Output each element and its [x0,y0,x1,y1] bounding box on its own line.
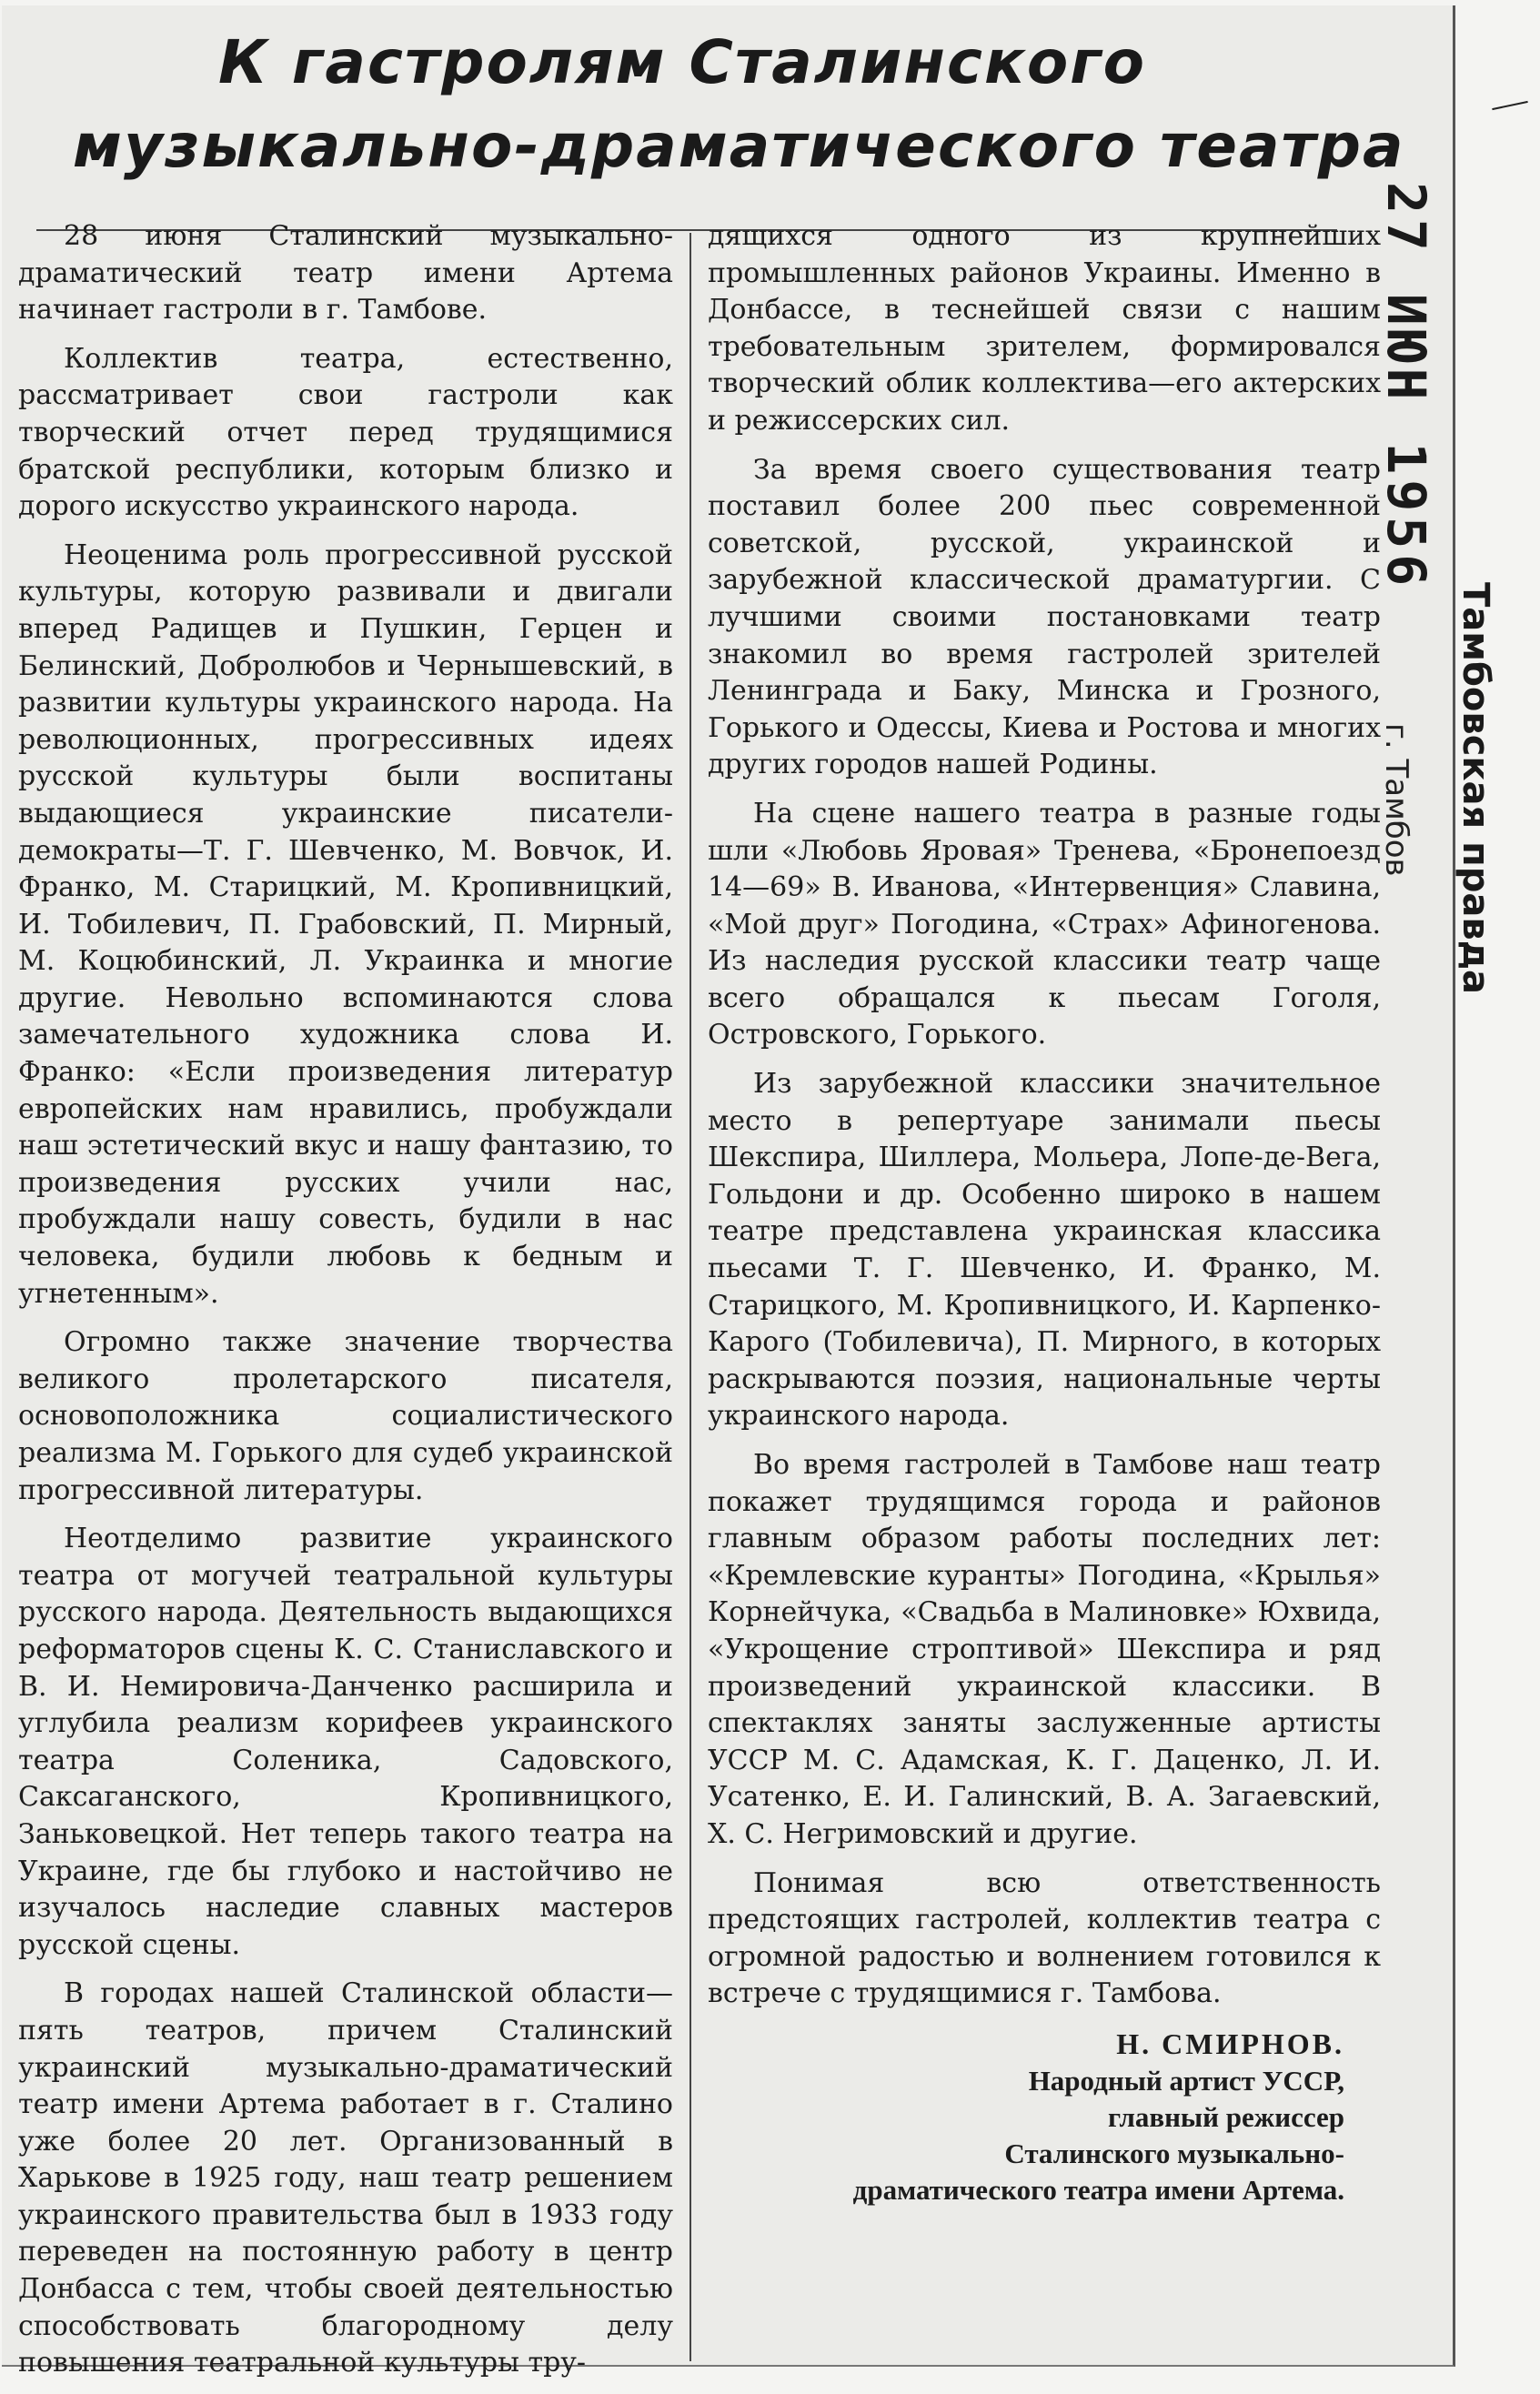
paragraph: 28 июня Сталинский музыкально-драматический театр имени Артема начинает гастроли в г. Тамбове. [18,220,673,327]
paragraph: В городах нашей Сталинской области—пять театров, причем Сталинский украинский музыкально-драматический театр имени Артема работает в г. Сталино уже более 20 лет. Организованный в Харькове в 1925 году, наш театр решением украинского правительства был в 1933 году переведен на постоянную работу в центр Донбасса с тем, чтобы своей деятельностью способствовать благородному делу повышения театральной культуры тру- [18,1977,673,2379]
city-stamp: г. Тамбов [1378,723,1414,877]
article-column-2 [708,218,1381,2208]
paragraph: Во время гастролей в Тамбове наш театр покажет трудящимся города и районов главным образом работы последних лет: «Кремлевские куранты» Погодина, «Крылья» Корнейчука, «Свадьба в Малиновке» Юхвида, «Укрощение строптивой» Шекспира и ряд произведений украинской классики. В спектаклях заняты заслуженные артисты УССР М. С. Адамская, К. Г. Даценко, Л. И. Усатенко, Е. И. Галинский, В. А. Загаевский, Х. С. Негримовский и другие. [708,1449,1381,1850]
paragraph: Неотделимо развитие украинского театра от могучей театральной культуры русского народа. Деятельность выдающихся реформаторов сцены К. С. Станиславского и В. И. Немировича-Данченко расширила и углубила реализм корифеев украинского театра Соленика, Садовского, Саксаганского, Кропивницкого, Заньковецкой. Нет теперь такого театра на Украине, где бы глубоко и настойчиво не изучалось наследие славных мастеров русской сцены. [18,1523,673,1961]
article-title-line2: музыкально-драматического театра [73,111,1405,181]
paragraph: дящихся одного из крупнейших промышленных районов Украины. Именно в Донбассе, в теснейшей связи с нашим требовательным зрителем, формировался творческий облик коллектива—его актерских и режиссерских сил. [708,220,1381,437]
paragraph: Из зарубежной классики значительное место в репертуаре занимали пьесы Шекспира, Шиллера, Мольера, Лопе-де-Вега, Гольдони и др. Особенно широко в нашем театре представлена украинская классика пьесами Т. Г. Шевченко, И. Франко, М. Старицкого, М. Кропивницкого, И. Карпенко-Карого (Тобилевича), П. Мирного, в которых раскрываются поэзия, национальные черты украинского народа. [708,1068,1381,1433]
paragraph: Коллектив театра, естественно, рассматривает свои гастроли как творческий отчет перед трудящимися братской республики, которым близко и дорого искусство украинского народа. [18,342,673,523]
newspaper-name-stamp: Тамбовская правда [1454,582,1496,995]
author-title-1: Народный артист УССР, [1028,2064,1344,2097]
date-stamp: 27 ИЮН 1956 [1375,182,1437,592]
paragraph: Понимая всю ответственность предстоящих гастролей, коллектив театра с огромной радостью и волнением готовился к встрече с трудящимися г. Тамбова. [708,1866,1381,2010]
author-signature [708,2026,1344,2208]
paragraph: Огромно также значение творчества великого пролетарского писателя, основоположника социалистического реализма М. Горького для судеб украинской прогрессивной литературы. [18,1326,673,1506]
paragraph: На сцене нашего театра в разные годы шли «Любовь Яровая» Тренева, «Бронепоезд 14—69» В. Иванова, «Интервенция» Славина, «Мой друг» Погодина, «Страх» Афиногенова. Из наследия русской классики театр чаще всего обращался к пьесам Гоголя, Островского, Горького. [708,797,1381,1051]
paragraph: За время своего существования театр поставил более 200 пьес современной советской, русской, украинской и зарубежной классической драматургии. С лучшими своими постановками театр знакомил во время гастролей зрителей Ленинграда и Баку, Минска и Грозного, Горького и Одессы, Киева и Ростова и многих других городов нашей Родины. [708,453,1381,781]
article-title-line1: К гастролям Сталинского [217,27,1147,97]
article-column-1 [18,218,673,2394]
pen-mark [1492,101,1528,110]
author-title-2: главный режиссер [1107,2100,1344,2133]
author-title-3: Сталинского музыкально- [1004,2137,1344,2169]
author-name: Н. СМИРНОВ. [1116,2027,1344,2060]
author-title-4: драматического театра имени Артема. [852,2173,1344,2206]
paragraph: Неоценима роль прогрессивной русской культуры, которую развивали и двигали вперед Радищев и Пушкин, Герцен и Белинский, Добролюбов и Чернышевский, в развитии культуры украинского народа. На революционных, прогрессивных идеях русской культуры были воспитаны выдающиеся украинские писатели-демократы—Т. Г. Шевченко, М. Вовчок, И. Франко, М. Старицкий, М. Кропивницкий, И. Тобилевич, П. Грабовский, П. Мирный, М. Коцюбинский, Л. Украинка и многие другие. Невольно вспоминаются слова замечательного художника слова И. Франко: «Если произведения литератур европейских нам нравились, пробуждали наш эстетический вкус и нашу фантазию, то произведения русских учили нас, пробуждали нашу совесть, будили в нас человека, будили любовь к бедным и угнетенным». [18,538,673,1310]
column-divider [689,233,691,2361]
